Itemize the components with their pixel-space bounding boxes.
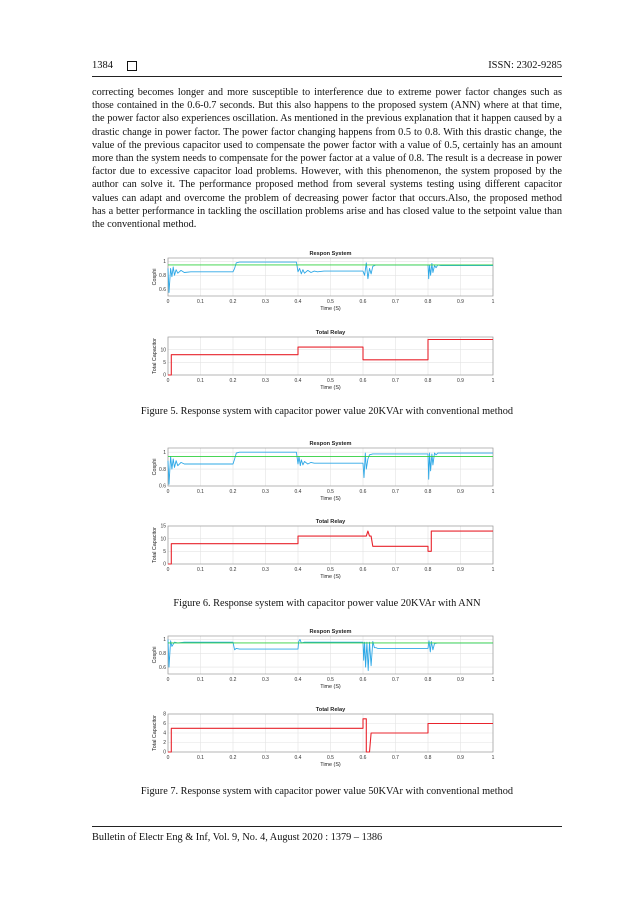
x-tick-label: 0.3 <box>262 677 269 683</box>
x-tick-label: 0.8 <box>424 567 432 573</box>
x-tick-label: 0 <box>166 378 170 384</box>
x-tick-label: 0.2 <box>229 755 237 761</box>
x-tick-label: 0.1 <box>197 567 204 573</box>
x-tick-label: 0.5 <box>327 755 334 761</box>
y-tick-label: 0.6 <box>159 664 166 671</box>
body-paragraph: correcting becomes longer and more susceptible to interference due to extreme power factor changes such as those contained in the 0.6-0.7 seconds. But this also happens to the proposed system (ANN) where at that time, the power factor also experiences oscillation. As mentioned in the previous explanation that it happen caused by a drastic change in power factor. The power factor changing happens from 0.5 to 0.8. With this drastic change, the value of the previous capacitor used to compensate the power factor with a value of 0.5, certainly has an amount more than the system needs to compensate for the power factor at a value of 0.8. The result is a decrease in power factor due to excessive capacitor load problems. However, with this phenomenon, the system proposed by the author can solve it. The performance proposed method from several systems testing using different capacitor values can adapt and overcome the problem of decreasing power factor that occurs.Also, the proposed method has a better performance in tackling the oscillation problems arise and has closed value to the setpoint value than the conventional method. <box>92 87 562 231</box>
y-tick-label: 0 <box>163 749 166 756</box>
x-tick-label: 0 <box>166 677 170 683</box>
y-tick-label: 0 <box>163 561 166 568</box>
x-axis-label: Time (S) <box>320 385 341 391</box>
panel-respon-system <box>152 251 495 312</box>
x-tick-label: 0.4 <box>294 567 302 573</box>
figure-7 <box>140 624 510 776</box>
x-tick-label: 0 <box>166 755 170 761</box>
figure-6 <box>140 436 510 588</box>
y-tick-label: 2 <box>163 740 166 747</box>
panel-respon-system <box>152 441 495 502</box>
y-tick-label: 0.8 <box>159 466 166 473</box>
x-tick-label: 0.3 <box>262 489 269 495</box>
y-tick-label: 5 <box>163 360 166 367</box>
y-axis-label: Total Capacitor <box>152 338 158 374</box>
panel-total-relay <box>152 707 495 768</box>
x-axis-label: Time (S) <box>320 762 341 768</box>
x-tick-label: 0.8 <box>424 378 432 384</box>
x-tick-label: 0.6 <box>359 489 367 495</box>
x-tick-label: 0.6 <box>359 567 367 573</box>
x-tick-label: 0.3 <box>262 299 269 305</box>
x-tick-label: 1 <box>491 299 495 305</box>
y-tick-label: 10 <box>160 347 166 354</box>
y-tick-label: 4 <box>163 730 166 737</box>
y-axis-label: Cosphi <box>152 646 158 664</box>
x-tick-label: 0.3 <box>262 567 269 573</box>
x-tick-label: 0.7 <box>392 567 399 573</box>
panel-title: Total Relay <box>315 519 346 525</box>
figure-6-caption: Figure 6. Response system with capacitor power value 20KVAr with ANN <box>173 598 481 609</box>
x-tick-label: 0.7 <box>392 677 399 683</box>
x-tick-label: 1 <box>491 677 495 683</box>
x-axis-label: Time (S) <box>320 306 341 312</box>
x-tick-label: 0.6 <box>359 299 367 305</box>
figure-7-chart <box>140 624 510 776</box>
panel-title: Respon System <box>309 629 352 635</box>
x-tick-label: 0.2 <box>229 378 237 384</box>
figure-7-caption: Figure 7. Response system with capacitor power value 50KVAr with conventional method <box>140 786 514 797</box>
y-tick-label: 0.6 <box>159 286 166 293</box>
y-axis-label: Cosphi <box>152 458 158 476</box>
x-tick-label: 0.9 <box>457 567 464 573</box>
y-tick-label: 0 <box>163 372 166 379</box>
x-tick-label: 0.5 <box>327 378 334 384</box>
figure-5 <box>140 240 510 398</box>
x-tick-label: 0.4 <box>294 299 302 305</box>
x-tick-label: 0.9 <box>457 489 464 495</box>
x-tick-label: 0 <box>166 567 170 573</box>
x-tick-label: 0.2 <box>229 677 237 683</box>
y-axis-label: Cosphi <box>152 268 158 286</box>
y-tick-label: 5 <box>163 549 166 556</box>
y-tick-label: 8 <box>163 711 166 718</box>
panel-title: Respon System <box>309 251 352 257</box>
y-axis-label: Total Capacitor <box>152 715 158 751</box>
x-axis-label: Time (S) <box>320 574 341 580</box>
x-tick-label: 0.2 <box>229 299 237 305</box>
x-tick-label: 0.4 <box>294 489 302 495</box>
x-tick-label: 0 <box>166 299 170 305</box>
x-axis-label: Time (S) <box>320 496 341 502</box>
x-tick-label: 0.7 <box>392 378 399 384</box>
x-tick-label: 0.2 <box>229 567 237 573</box>
x-tick-label: 0.1 <box>197 378 204 384</box>
panel-title: Respon System <box>309 441 352 447</box>
issn: ISSN: 2302-9285 <box>488 60 562 71</box>
x-tick-label: 0.5 <box>327 299 334 305</box>
panel-total-relay <box>152 519 495 580</box>
panel-total-relay <box>152 330 495 391</box>
x-tick-label: 0.8 <box>424 299 432 305</box>
x-tick-label: 0.5 <box>327 677 334 683</box>
y-tick-label: 1 <box>163 259 166 266</box>
x-tick-label: 0.8 <box>424 677 432 683</box>
y-tick-label: 10 <box>160 536 166 543</box>
x-tick-label: 0.6 <box>359 378 367 384</box>
x-tick-label: 0.9 <box>457 299 464 305</box>
x-tick-label: 1 <box>491 489 495 495</box>
page-header <box>92 60 562 76</box>
x-tick-label: 0.4 <box>294 378 302 384</box>
page-number: 1384 <box>92 60 113 71</box>
y-tick-label: 0.8 <box>159 272 166 279</box>
x-tick-label: 0.9 <box>457 378 464 384</box>
x-tick-label: 0 <box>166 489 170 495</box>
x-tick-label: 0.7 <box>392 755 399 761</box>
figure-6-chart <box>140 436 510 588</box>
x-tick-label: 0.1 <box>197 299 204 305</box>
x-tick-label: 0.6 <box>359 755 367 761</box>
x-tick-label: 0.8 <box>424 489 432 495</box>
x-tick-label: 0.2 <box>229 489 237 495</box>
y-tick-label: 1 <box>163 637 166 644</box>
x-tick-label: 0.5 <box>327 489 334 495</box>
panel-respon-system <box>152 629 495 690</box>
footer-rule <box>92 826 562 827</box>
panel-title: Total Relay <box>315 707 346 713</box>
figure-5-caption: Figure 5. Response system with capacitor power value 20KVAr with conventional method <box>140 406 514 417</box>
x-axis-label: Time (S) <box>320 684 341 690</box>
x-tick-label: 0.9 <box>457 677 464 683</box>
y-tick-label: 0.8 <box>159 650 166 657</box>
footer-journal: Bulletin of Electr Eng & Inf, Vol. 9, No. 4, August 2020 : 1379 – 1386 <box>92 832 383 843</box>
x-tick-label: 0.7 <box>392 489 399 495</box>
figure-5-chart <box>140 240 510 398</box>
y-tick-label: 6 <box>163 721 166 728</box>
x-tick-label: 0.7 <box>392 299 399 305</box>
x-tick-label: 0.6 <box>359 677 367 683</box>
x-tick-label: 1 <box>491 567 495 573</box>
x-tick-label: 0.4 <box>294 677 302 683</box>
x-tick-label: 0.1 <box>197 489 204 495</box>
y-tick-label: 15 <box>160 523 166 530</box>
x-tick-label: 0.1 <box>197 677 204 683</box>
x-tick-label: 1 <box>491 378 495 384</box>
square-icon <box>127 61 137 71</box>
header-rule <box>92 76 562 77</box>
x-tick-label: 1 <box>491 755 495 761</box>
x-tick-label: 0.9 <box>457 755 464 761</box>
x-tick-label: 0.4 <box>294 755 302 761</box>
x-tick-label: 0.3 <box>262 755 269 761</box>
x-tick-label: 0.3 <box>262 378 269 384</box>
x-tick-label: 0.8 <box>424 755 432 761</box>
x-tick-label: 0.5 <box>327 567 334 573</box>
y-tick-label: 1 <box>163 449 166 456</box>
panel-title: Total Relay <box>315 330 346 336</box>
y-axis-label: Total Capacitor <box>152 527 158 563</box>
y-tick-label: 0.6 <box>159 483 166 490</box>
x-tick-label: 0.1 <box>197 755 204 761</box>
